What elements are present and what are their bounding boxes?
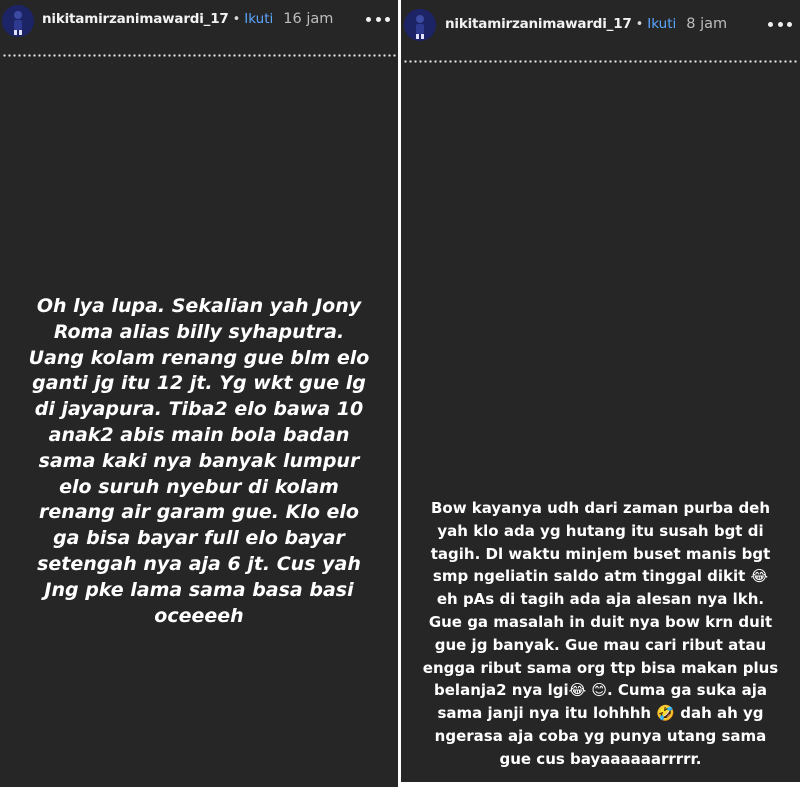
- follow-button[interactable]: Ikuti: [244, 11, 274, 27]
- separator-dot: •: [635, 16, 644, 32]
- story-caption: Oh lya lupa. Sekalian yah Jony Roma alias billy syhaputra. Uang kolam renang gue blm elo ganti jg itu 12 jt. Yg wkt gue lg di jayapura. Tiba2 elo bawa 10 anak2 abis main bola badan sama kaki nya banyak lumpur elo suruh nyebur di kolam renang air garam gue. Klo elo ga bisa bayar full elo bayar setengah nya aja 6 jt. Cus yah Jng pke lama sama basa basi oceeeeh: [28, 295, 370, 627]
- avatar-image: [404, 9, 436, 41]
- avatar[interactable]: [404, 9, 436, 41]
- more-dot: [778, 22, 783, 27]
- more-dot: [768, 22, 773, 27]
- avatar-image: [2, 5, 34, 37]
- more-dot: [385, 17, 390, 22]
- username[interactable]: nikitamirzanimawardi_17: [445, 16, 632, 32]
- story-progress-bar: [2, 54, 396, 57]
- story-meta: [445, 16, 727, 32]
- more-options-icon[interactable]: [366, 12, 390, 26]
- story-meta: [42, 11, 333, 27]
- post-time: 8 jam: [686, 16, 728, 32]
- follow-button[interactable]: Ikuti: [647, 16, 677, 32]
- story-progress-bar: [403, 60, 798, 63]
- more-dot: [366, 17, 371, 22]
- story-header: [401, 0, 800, 58]
- more-options-icon[interactable]: [768, 17, 792, 31]
- more-dot: [787, 22, 792, 27]
- story-caption: Bow kayanya udh dari zaman purba deh yah klo ada yg hutang itu susah bgt di tagih. Dl waktu minjem buset manis bgt smp ngeliatin saldo atm tinggal dikit 😂 eh pAs di tagih ada aja alesan nya lkh. Gue ga masalah in duit nya bow krn duit gue jg banyak. Gue mau cari ribut atau engga ribut sama org ttp bisa makan plus belanja2 nya lgi😂 😊. Cuma ga suka aja sama janji nya itu lohhhh 🤣 dah ah yg ngerasa aja coba yg punya utang sama gue cus bayaaaaaarrrrr.: [422, 499, 779, 768]
- more-dot: [376, 17, 381, 22]
- separator-dot: •: [232, 11, 241, 27]
- avatar[interactable]: [2, 5, 34, 37]
- username[interactable]: nikitamirzanimawardi_17: [42, 11, 229, 27]
- post-time: 16 jam: [283, 11, 334, 27]
- story-header: [0, 0, 398, 58]
